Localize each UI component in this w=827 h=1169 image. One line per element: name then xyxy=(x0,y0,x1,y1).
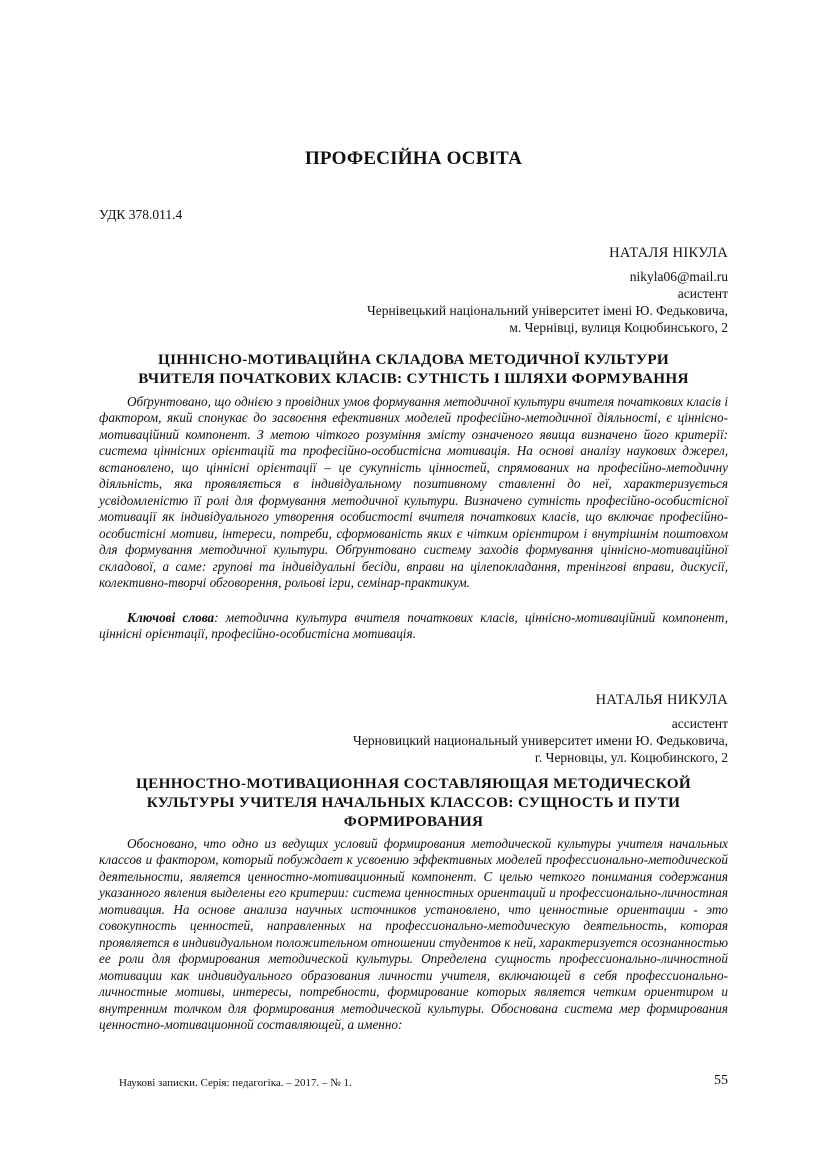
author-block-ua xyxy=(367,245,728,336)
article-title-ua xyxy=(99,350,728,388)
author-block-ru xyxy=(353,692,728,766)
title-line: ЦІННІСНО-МОТИВАЦІЙНА СКЛАДОВА МЕТОДИЧНОЇ КУЛЬТУРИ xyxy=(157,351,670,368)
keywords-ua xyxy=(99,610,728,643)
author-email: nikyla06@mail.ru xyxy=(629,269,728,284)
author-affiliation: Чернівецький національний університет імені Ю. Федьковича, xyxy=(366,303,728,318)
section-title: ПРОФЕСІЙНА ОСВІТА xyxy=(304,148,523,169)
article-title-ru xyxy=(99,774,728,831)
title-line: КУЛЬТУРЫ УЧИТЕЛЯ НАЧАЛЬНЫХ КЛАССОВ: СУЩНОСТЬ И ПУТИ xyxy=(146,794,681,811)
keywords-text: : методична культура вчителя початкових класів, ціннісно-мотиваційний компонент, ціннісні орієнтації, професійно-особистісна мотивація. xyxy=(99,610,728,642)
author-address: г. Черновцы, ул. Коцюбинского, 2 xyxy=(534,750,728,765)
abstract-text: Обосновано, что одно из ведущих условий формирования методической культуры учителя начальных классов и фактором, который побуждает к усвоению эффективных моделей профессионально-методической деятельности, является ценностно-мотивационный компонент. С целью четкого понимания содержания указанного явления выделены его критерии: система ценностных ориентаций и профессионально-личностная мотивация. На основе анализа научных источников установлено, что ценностные ориентации - это совокупность ценностей, направленных на профессионально-методическую деятельность, которая проявляется в индивидуальном положительном отношении студентов к ней, характеризуется осознанностью ее роли для формирования методической культуры. Определена сущность профессионально-личностной мотивации как индивидуального образования личности учителя, включающей в себя профессионально-личностные мотивы, интересы, потребности, формирование которых является четким ориентиром и внутренним толчком для формирования методической культуры. Обоснована система мер формирования ценностно-мотивационной составляющей, а именно: xyxy=(99,836,728,1032)
keywords-label: Ключові слова xyxy=(127,610,215,625)
author-position: асистент xyxy=(677,286,728,301)
author-address: м. Чернівці, вулиця Коцюбинського, 2 xyxy=(509,320,728,335)
author-position: ассистент xyxy=(671,716,728,731)
abstract-ru xyxy=(99,836,728,1033)
author-affiliation: Черновицкий национальный университет имени Ю. Федьковича, xyxy=(353,733,728,748)
abstract-ua xyxy=(99,394,728,591)
abstract-text: Обґрунтовано, що однією з провідних умов формування методичної культури вчителя початкових класів і фактором, який спонукає до засвоєння ефективних моделей професійно-методичної діяльності, є ціннісно-мотиваційний компонент. З метою чіткого розуміння змісту означеного явища визначено його критерії: система ціннісних орієнтацій та професійно-особистісна мотивація. На основі аналізу наукових джерел, встановлено, що ціннісні орієнтації – це сукупність цінностей, спрямованих на професійно-методичну діяльність, яка проявляється в індивідуальному позитивному ставленні до неї, характеризується усвідомленістю її ролі для формування методичної культури. Визначено сутність професійно-особистісної мотивації як індивідуального утворення особистості вчителя початкових класів, що включає професійно-особистісні мотиви, інтереси, потреби, сформованість яких є чітким орієнтиром і внутрішнім поштовхом для формування методичної культури. Обґрунтовано систему заходів формування ціннісно-мотиваційної складової, а саме: групові та індивідуальні бесіди, вправи на цілепокладання, тренінгові вправи, дискусії, колективно-творчі обговорення, рольові ігри, семінар-практикум. xyxy=(99,394,728,590)
author-name: НАТАЛЬЯ НИКУЛА xyxy=(595,692,728,708)
udk-code: УДК 378.011.4 xyxy=(99,207,183,222)
title-line: ВЧИТЕЛЯ ПОЧАТКОВИХ КЛАСІВ: СУТНІСТЬ І ШЛЯХИ ФОРМУВАННЯ xyxy=(138,370,689,387)
author-name: НАТАЛЯ НІКУЛА xyxy=(609,245,728,261)
footer-journal: Наукові записки. Серія: педагогіка. – 2017. – № 1. xyxy=(119,1077,352,1089)
title-line: ЦЕННОСТНО-МОТИВАЦИОННАЯ СОСТАВЛЯЮЩАЯ МЕТОДИЧЕСКОЙ xyxy=(136,775,691,792)
page-number: 55 xyxy=(714,1073,728,1088)
title-line: ФОРМИРОВАНИЯ xyxy=(343,813,484,830)
